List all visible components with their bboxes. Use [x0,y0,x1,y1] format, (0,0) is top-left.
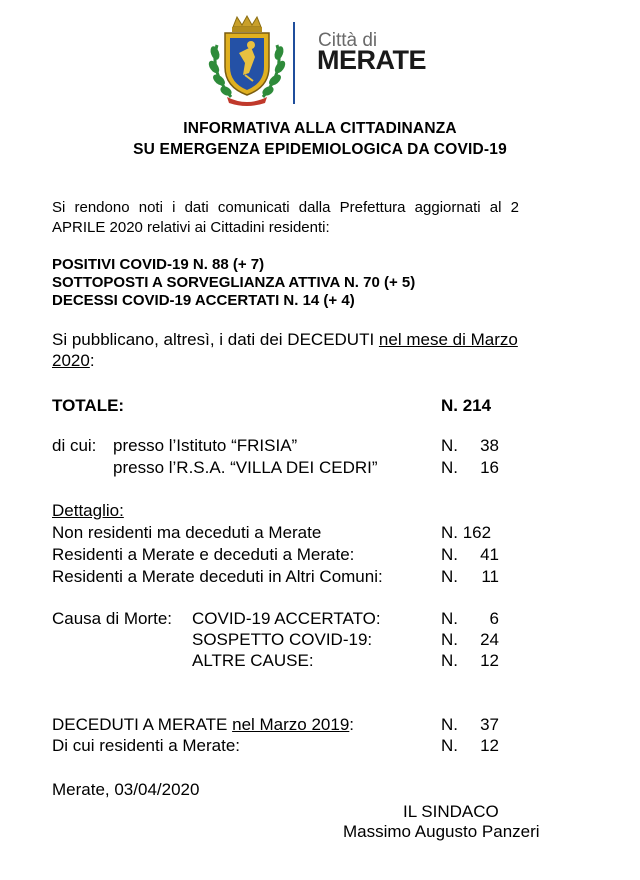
di-cui-row-label: presso l’R.S.A. “VILLA DEI CEDRI” [113,458,378,477]
di-cui-label: di cui: [52,436,97,455]
stat-decessi: DECESSI COVID-19 ACCERTATI N. 14 (+ 4) [52,292,355,309]
causa-row-label: ALTRE CAUSE: [192,651,314,670]
publication-line2 [52,351,95,371]
di-cui-row-label: presso l’Istituto “FRISIA” [113,436,298,455]
publication-colon: : [89,351,95,370]
intro-line2: APRILE 2020 relativi ai Cittadini residenti: [52,219,330,236]
stat-positivi: POSITIVI COVID-19 N. 88 (+ 7) [52,256,265,273]
document-date: Merate, 03/04/2020 [52,780,200,799]
marzo2019-residenti-label: Di cui residenti a Merate: [52,736,241,755]
marzo2019-row-value: N. 37 [441,715,499,734]
total-label: TOTALE: [52,396,125,415]
dettaglio-row-label: Residenti a Merate deceduti in Altri Comuni: [52,567,383,586]
dettaglio-row-label: Residenti a Merate e deceduti a Merate: [52,545,355,564]
signatory-name: Massimo Augusto Panzeri [343,822,540,841]
causa-label: Causa di Morte: [52,609,172,628]
stat-sorveglianza: SOTTOPOSTI A SORVEGLIANZA ATTIVA N. 70 (+ 5) [52,274,416,291]
marzo2019-row-label: DECEDUTI A MERATE nel Marzo 2019: [52,715,355,734]
di-cui-row-value: N. 16 [441,458,499,477]
publication-text: Si pubblicano, altresì, i dati dei DECEDUTI [52,330,379,349]
di-cui-row-value: N. 38 [441,436,499,455]
city-prefix: Città di [318,30,378,51]
header-divider [293,22,295,104]
dettaglio-row-label: Non residenti ma deceduti a Merate [52,523,322,542]
publication-year: 2020 [52,351,90,370]
causa-row-label: COVID-19 ACCERTATO: [192,609,381,628]
causa-row-value: N. 6 [441,609,499,628]
intro-line1: Si rendono noti i dati comunicati dalla Prefettura aggiornati al 2 [52,199,519,216]
dettaglio-heading: Dettaglio: [52,501,124,520]
publication-line1 [52,330,518,350]
total-value: N. 214 [441,396,492,415]
dettaglio-row-value: N. 41 [441,545,499,564]
causa-row-value: N. 24 [441,630,499,649]
city-name: MERATE [317,45,426,75]
document-title-line1: INFORMATIVA ALLA CITTADINANZA [183,120,457,137]
document-title-line2: SU EMERGENZA EPIDEMIOLOGICA DA COVID-19 [133,141,507,158]
causa-row-value: N. 12 [441,651,499,670]
causa-row-label: SOSPETTO COVID-19: [192,630,373,649]
dettaglio-row-value: N. 11 [441,567,499,586]
dettaglio-row-value: N. 162 [441,523,492,542]
publication-underlined: nel mese di Marzo [378,330,518,349]
coat-of-arms-icon [205,15,300,107]
signatory-role: IL SINDACO [403,802,499,821]
marzo2019-residenti-value: N. 12 [441,736,499,755]
